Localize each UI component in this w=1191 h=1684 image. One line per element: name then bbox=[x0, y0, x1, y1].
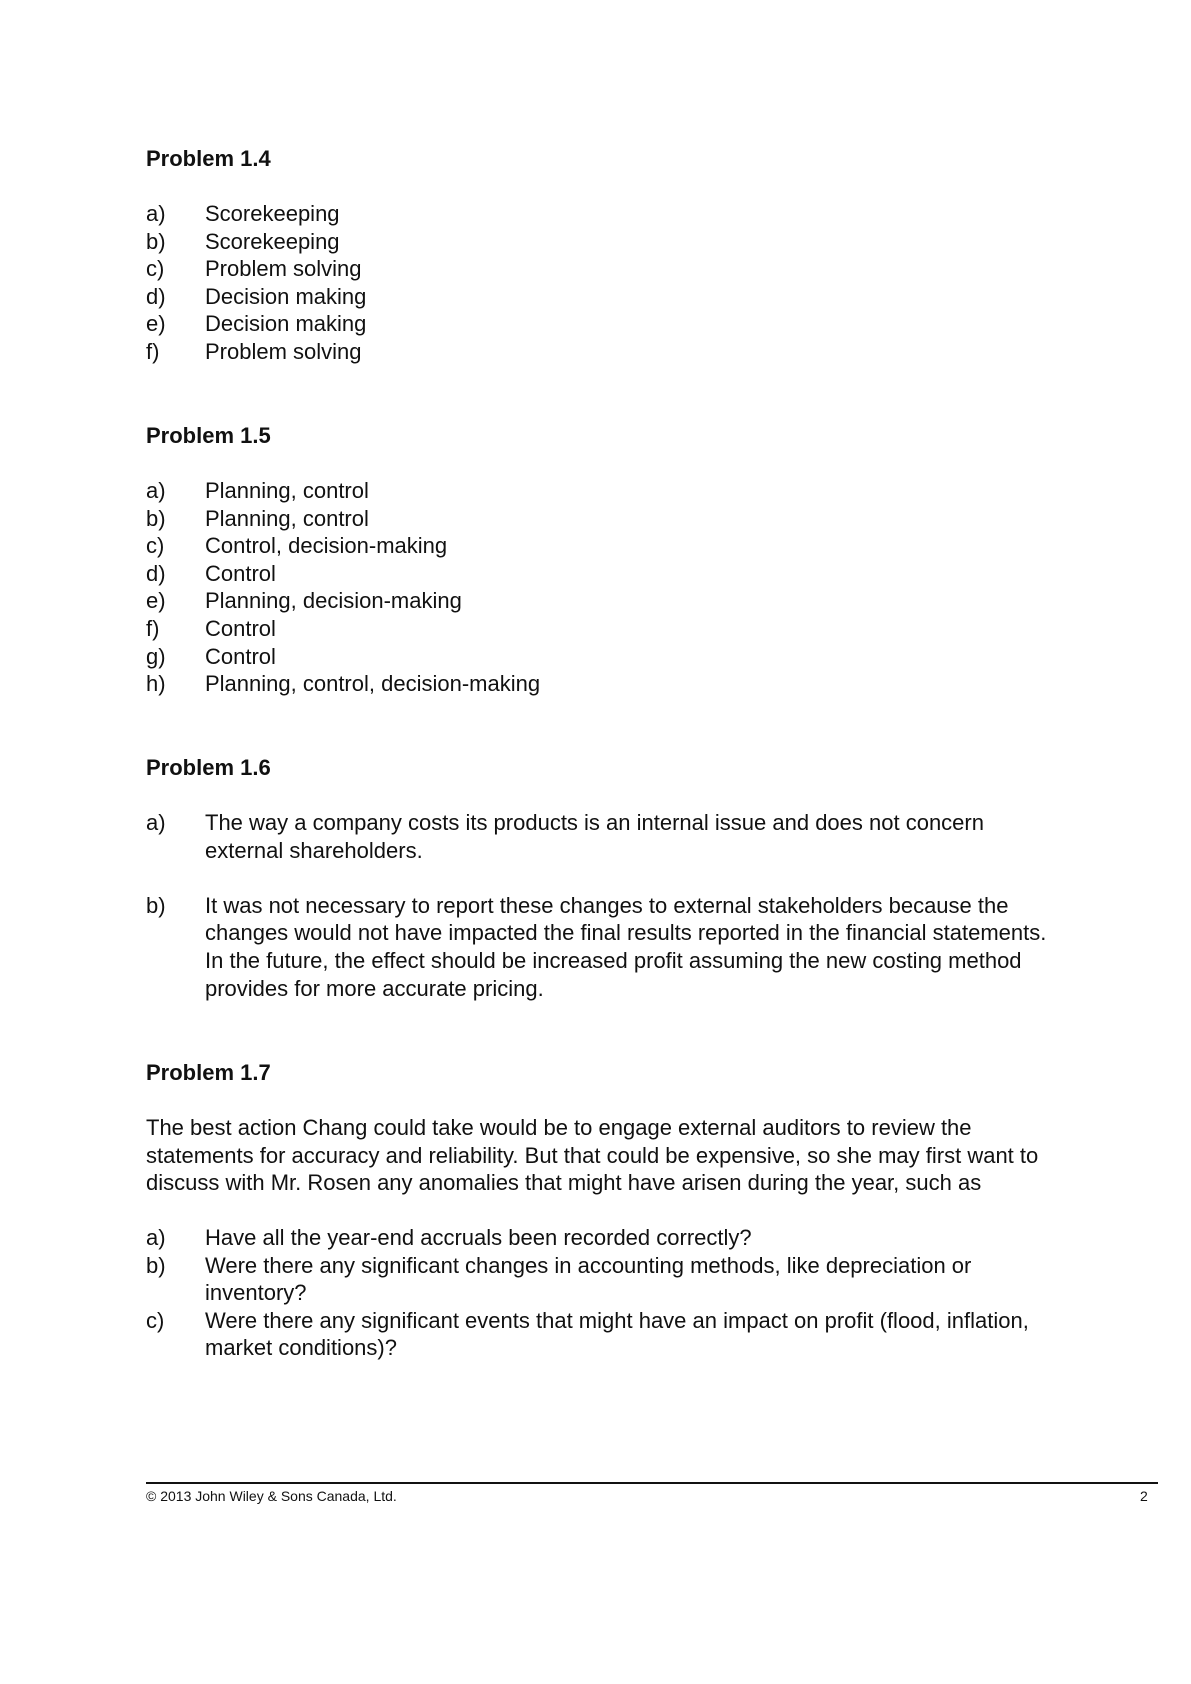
item-letter: a) bbox=[146, 201, 166, 226]
list-item bbox=[146, 505, 1076, 533]
item-text: Control, decision-making bbox=[205, 533, 448, 559]
list-item bbox=[146, 615, 1076, 643]
item-letter: c) bbox=[146, 1307, 165, 1333]
list-item bbox=[146, 809, 1066, 864]
item-letter: h) bbox=[146, 671, 166, 697]
item-letter: a) bbox=[146, 810, 166, 835]
item-text: Have all the year-end accruals been recorded correctly? bbox=[205, 1225, 752, 1250]
answer-list-problem-1-5 bbox=[146, 477, 1076, 698]
list-item bbox=[146, 200, 1076, 228]
item-text: Decision making bbox=[205, 311, 367, 337]
item-text: Control bbox=[205, 643, 276, 669]
list-item bbox=[146, 255, 1076, 283]
section-title-problem-1-5: Problem 1.5 bbox=[146, 423, 271, 448]
section-title-problem-1-7: Problem 1.7 bbox=[146, 1060, 271, 1085]
list-item bbox=[146, 1252, 1066, 1307]
item-text: Scorekeeping bbox=[205, 228, 340, 254]
item-text: Control bbox=[205, 615, 276, 641]
item-text: It was not necessary to report these changes to external stakeholders because the changes would not have impacted the final results reported in the financial statements. In the future, the effect should be increased profit assuming the new costing method provides for more accurate pricing. bbox=[205, 892, 1047, 1001]
item-text: Planning, control, decision-making bbox=[205, 671, 541, 697]
item-letter: b) bbox=[146, 1252, 166, 1278]
item-text: Problem solving bbox=[205, 338, 362, 364]
item-letter: d) bbox=[146, 283, 166, 309]
item-text: Planning, decision-making bbox=[205, 588, 462, 614]
item-text: Planning, control bbox=[205, 478, 369, 503]
list-item bbox=[146, 283, 1076, 311]
list-item bbox=[146, 670, 1076, 698]
list-item bbox=[146, 643, 1076, 671]
item-letter: b) bbox=[146, 505, 166, 531]
footer-copyright: © 2013 John Wiley & Sons Canada, Ltd. bbox=[146, 1488, 397, 1504]
list-item bbox=[146, 1307, 1066, 1362]
item-text: Decision making bbox=[205, 283, 367, 309]
page-number: 2 bbox=[1140, 1488, 1148, 1504]
item-letter: f) bbox=[146, 615, 160, 641]
list-item bbox=[146, 560, 1076, 588]
item-text: The way a company costs its products is an internal issue and does not concern external shareholders. bbox=[205, 810, 984, 863]
item-letter: c) bbox=[146, 533, 165, 559]
item-letter: e) bbox=[146, 588, 166, 614]
item-letter: a) bbox=[146, 1225, 166, 1250]
item-letter: e) bbox=[146, 311, 166, 337]
item-text: Were there any significant events that might have an impact on profit (flood, inflation, market conditions)? bbox=[205, 1307, 1029, 1361]
list-item bbox=[146, 892, 1066, 1002]
item-letter: b) bbox=[146, 892, 166, 918]
item-text: Control bbox=[205, 560, 276, 586]
item-letter: d) bbox=[146, 560, 166, 586]
item-text: Problem solving bbox=[205, 256, 362, 282]
list-item bbox=[146, 338, 1076, 366]
item-text: Were there any significant changes in accounting methods, like depreciation or inventory? bbox=[205, 1252, 972, 1306]
item-text: Planning, control bbox=[205, 505, 369, 531]
item-text: Scorekeeping bbox=[205, 201, 340, 226]
problem-1-7-intro: The best action Chang could take would be to engage external auditors to review the statements for accuracy and reliability. But that could be expensive, so she may first want to discuss with Mr. Rosen any anomalies that might have arisen during the year, such as bbox=[146, 1115, 1039, 1196]
item-letter: b) bbox=[146, 228, 166, 254]
list-item bbox=[146, 1224, 1066, 1252]
list-item bbox=[146, 587, 1076, 615]
item-letter: f) bbox=[146, 338, 160, 364]
answer-list-problem-1-4 bbox=[146, 200, 1076, 366]
item-letter: c) bbox=[146, 256, 165, 282]
answer-list-problem-1-6 bbox=[146, 809, 1066, 1002]
list-item bbox=[146, 477, 1076, 505]
item-letter: g) bbox=[146, 643, 166, 669]
footer-divider bbox=[146, 1482, 1158, 1484]
list-item bbox=[146, 532, 1076, 560]
item-letter: a) bbox=[146, 478, 166, 503]
section-title-problem-1-6: Problem 1.6 bbox=[146, 755, 271, 780]
section-title-problem-1-4: Problem 1.4 bbox=[146, 146, 271, 171]
answer-list-problem-1-7 bbox=[146, 1224, 1066, 1362]
list-item bbox=[146, 228, 1076, 256]
list-item bbox=[146, 310, 1076, 338]
